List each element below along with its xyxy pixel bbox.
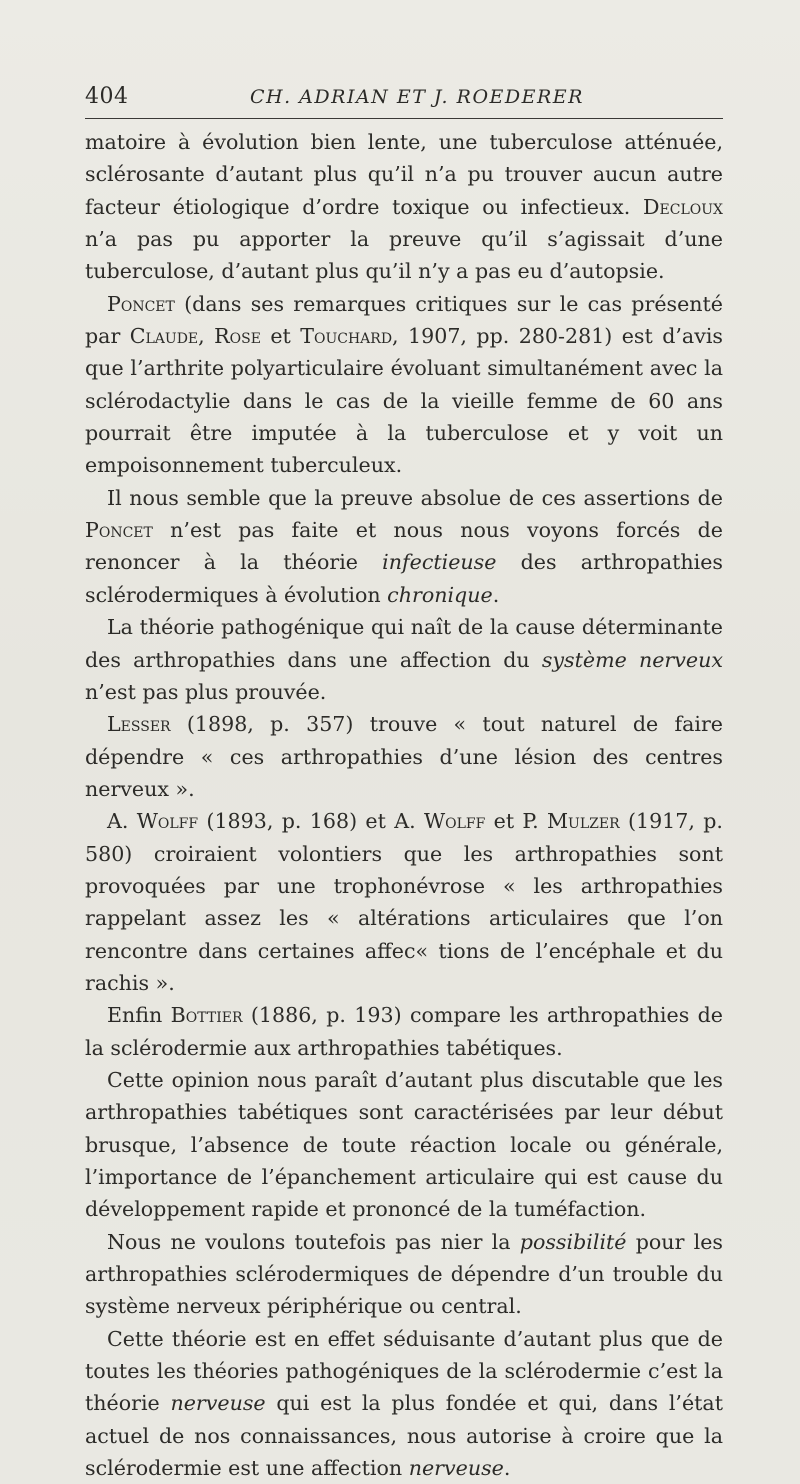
- emphasis-text: possibilité: [519, 1229, 627, 1254]
- text-segment: pour les arthropathies sclérodermiques de dépendre d’un trouble du système nerveux périphérique ou central.: [85, 1229, 723, 1319]
- author-name: Claude: [129, 324, 199, 349]
- text-segment: Nous ne voulons toutefois pas nier la: [107, 1229, 520, 1254]
- text-segment: n’est pas plus prouvée.: [85, 679, 327, 704]
- header-rule: [85, 118, 723, 119]
- paragraph: [85, 1064, 723, 1226]
- paragraph: [85, 1226, 723, 1323]
- paragraph: [85, 482, 723, 611]
- emphasis-text: infectieuse: [382, 550, 497, 575]
- text-segment: et: [260, 324, 301, 349]
- body-text: [85, 126, 723, 1484]
- text-segment: matoire à évolution bien lente, une tuberculose atténuée, sclérosante d’autant plus qu’il n’a pu trouver aucun autre facteur étiologique d’ordre toxique ou infectieux.: [85, 130, 723, 219]
- page-number: 404: [85, 84, 129, 109]
- author-name: Touchard: [300, 324, 393, 349]
- author-name: Poncet: [107, 291, 175, 316]
- text-segment: (1886, p. 193) compare les arthropathies de la sclérodermie aux arthropathies tabétiques.: [85, 1003, 723, 1060]
- paragraph: [85, 611, 723, 708]
- paragraph: [85, 999, 723, 1064]
- text-segment: .: [492, 582, 500, 607]
- text-segment: (1917, p. 580) croiraient volontiers que les arthropathies sont provoquées par une trophonévrose « les arthropathies rappelant assez les « altérations articulaires que l’on rencontre dans certaines affec« tions de l’encéphale et du rachis ».: [85, 809, 723, 995]
- author-name: Lesser: [107, 712, 171, 737]
- text-segment: Il nous semble que la preuve absolue de ces assertions de: [107, 485, 723, 510]
- paragraph: [85, 1323, 723, 1484]
- text-segment: La théorie pathogénique qui naît de la cause déterminante des arthropathies dans une affection du: [85, 615, 723, 672]
- emphasis-text: système nerveux: [541, 647, 723, 672]
- paragraph: [85, 805, 723, 999]
- text-segment: , 1907, pp. 280-281) est d’avis que l’arthrite polyarticulaire évoluant simultanément avec la sclérodactylie dans le cas de la vieille femme de 60 ans pourrait être imputée à la tuberculose et y voit un empoisonnement tuberculeux.: [85, 324, 723, 478]
- paragraph: [85, 126, 723, 288]
- author-name: Bottier: [170, 1003, 243, 1028]
- text-segment: ,: [198, 324, 215, 349]
- emphasis-text: nerveuse: [408, 1456, 504, 1481]
- text-segment: .: [503, 1456, 511, 1481]
- text-segment: (dans ses remarques critiques sur le cas présenté par: [85, 291, 723, 349]
- emphasis-text: nerveuse: [170, 1391, 266, 1416]
- author-name: Decloux: [643, 194, 723, 219]
- text-segment: Cette théorie est en effet séduisante d’autant plus que de toutes les théories pathogéniques de la sclérodermie c’est la théorie: [85, 1326, 723, 1416]
- text-segment: des arthropathies sclérodermiques à évolution: [85, 550, 724, 607]
- text-segment: A.: [107, 809, 137, 834]
- page-header: [85, 84, 723, 118]
- paragraph: [85, 708, 723, 805]
- author-name: Wolff: [423, 809, 486, 834]
- text-segment: qui est la plus fondée et qui, dans l’état actuel de nos connaissances, nous autorise à croire que la sclérodermie est une affection: [85, 1391, 723, 1481]
- running-head: CH. ADRIAN ET J. ROEDERER: [250, 86, 584, 108]
- paragraph: [85, 288, 723, 482]
- author-name: Poncet: [85, 518, 153, 543]
- text-segment: n’a pas pu apporter la preuve qu’il s’agissait d’une tuberculose, d’autant plus qu’il n’y a pas eu d’autopsie.: [85, 227, 723, 284]
- text-segment: (1898, p. 357) trouve « tout naturel de faire dépendre « ces arthropathies d’une lésion des centres nerveux ».: [85, 712, 723, 801]
- text-segment: Cette opinion nous paraît d’autant plus discutable que les arthropathies tabétiques sont caractérisées par leur début brusque, l’absence de toute réaction locale ou générale, l’importance de l’épanchement articulaire qui est cause du développement rapide et prononcé de la tuméfaction.: [85, 1067, 723, 1222]
- text-segment: (1893, p. 168) et A.: [198, 809, 424, 834]
- text-segment: et P.: [485, 809, 547, 834]
- text-segment: n’est pas faite et nous nous voyons forcés de renoncer à la théorie: [85, 518, 723, 575]
- text-segment: Enfin: [107, 1003, 171, 1028]
- emphasis-text: chronique: [387, 582, 493, 607]
- author-name: Mulzer: [546, 809, 620, 834]
- author-name: Wolff: [136, 809, 199, 834]
- author-name: Rose: [214, 324, 261, 349]
